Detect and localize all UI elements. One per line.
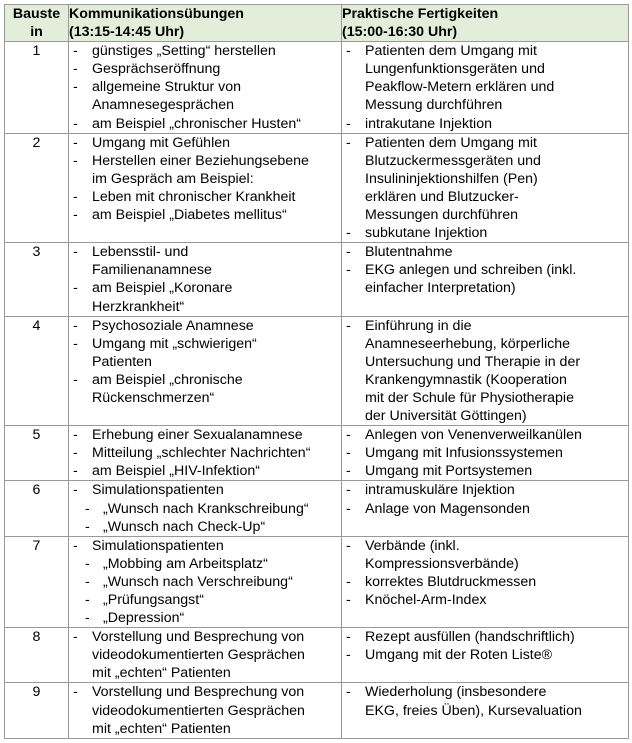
list-item: mit „echten“ Patienten xyxy=(92,720,231,737)
baustein-number: 3 xyxy=(5,243,69,316)
list-item: Anamnesegesprächen xyxy=(92,97,234,114)
kommunikation-cell xyxy=(69,536,342,627)
list-item: - Simulationspatienten xyxy=(73,481,341,499)
fertigkeiten-cell xyxy=(342,42,629,133)
list-item: - Anlegen von Venenverweilkanülen xyxy=(346,426,628,444)
header-fertigkeiten xyxy=(342,5,629,42)
list-item: Messung durchführen xyxy=(365,97,503,114)
list-item: - am Beispiel „Diabetes mellitus“ xyxy=(73,206,341,224)
list-item: - Rezept ausfüllen (handschriftlich) xyxy=(346,628,628,646)
list-item: - Lebensstil- und xyxy=(73,243,341,261)
kommunikation-list xyxy=(69,243,341,315)
list-item: - Wiederholung (insbesondere xyxy=(346,683,628,701)
header-row xyxy=(5,5,629,42)
baustein-number: 1 xyxy=(5,42,69,133)
table-row xyxy=(5,243,629,316)
list-item: EKG, freies Üben), Kursevaluation xyxy=(365,702,582,719)
kommunikation-cell xyxy=(69,481,342,536)
fertigkeiten-list xyxy=(342,243,628,297)
kommunikation-list xyxy=(69,628,341,682)
list-item: - Gesprächseröffnung xyxy=(73,60,341,78)
list-item: - Herstellen einer Beziehungsebene xyxy=(73,152,341,170)
list-item: - günstiges „Setting“ herstellen xyxy=(73,42,341,60)
fertigkeiten-list xyxy=(342,134,628,243)
kommunikation-cell xyxy=(69,133,342,243)
list-item: - intramuskuläre Injektion xyxy=(346,481,628,499)
header-fertigkeiten-line: Praktische Fertigkeiten xyxy=(342,6,499,22)
kommunikation-cell xyxy=(69,683,342,738)
header-kommunikation-line: Kommunikationsübungen xyxy=(69,6,244,22)
list-item: Peakflow-Metern erklären und xyxy=(365,79,555,96)
fertigkeiten-list xyxy=(342,481,628,517)
list-item: - „Mobbing am Arbeitsplatz“ xyxy=(73,555,341,573)
list-item: Blutzuckermessgeräten und xyxy=(365,152,541,169)
list-item: - Psychosoziale Anamnese xyxy=(73,317,341,335)
list-item: Untersuchung und Therapie in der xyxy=(365,353,581,370)
table-row xyxy=(5,481,629,536)
kommunikation-cell xyxy=(69,426,342,481)
list-item: Insulininjektionshilfen (Pen) xyxy=(365,170,538,187)
list-item: - allgemeine Struktur von xyxy=(73,78,341,96)
list-item: - Anlage von Magensonden xyxy=(346,500,628,518)
fertigkeiten-cell xyxy=(342,683,629,738)
list-item: - Mitteilung „schlechter Nachrichten“ xyxy=(73,444,341,462)
list-item: - Knöchel-Arm-Index xyxy=(346,591,628,609)
list-item: - „Depression“ xyxy=(73,609,341,627)
list-item: Kompressionsverbände) xyxy=(365,555,519,572)
fertigkeiten-list xyxy=(342,683,628,719)
list-item: - „Prüfungsangst“ xyxy=(73,591,341,609)
list-item: - Blutentnahme xyxy=(346,243,628,261)
list-item: - am Beispiel „HIV-Infektion“ xyxy=(73,462,341,480)
list-item: Messungen durchführen xyxy=(365,207,519,224)
header-fertigkeiten-line: (15:00-16:30 Uhr) xyxy=(342,24,458,41)
curriculum-table xyxy=(4,4,629,739)
baustein-number: 7 xyxy=(5,536,69,627)
list-item: im Gespräch am Beispiel: xyxy=(92,170,254,187)
fertigkeiten-cell xyxy=(342,628,629,683)
fertigkeiten-cell xyxy=(342,536,629,627)
list-item: Rückenschmerzen“ xyxy=(92,389,215,406)
fertigkeiten-cell xyxy=(342,316,629,426)
list-item: einfacher Interpretation) xyxy=(365,280,516,297)
fertigkeiten-cell xyxy=(342,481,629,536)
kommunikation-list xyxy=(69,683,341,737)
kommunikation-cell xyxy=(69,243,342,316)
header-kommunikation-line: (13:15-14:45 Uhr) xyxy=(69,24,185,41)
list-item: - „Wunsch nach Krankschreibung“ xyxy=(73,500,341,518)
kommunikation-list xyxy=(69,134,341,224)
fertigkeiten-list xyxy=(342,537,628,609)
table-row xyxy=(5,316,629,426)
kommunikation-cell xyxy=(69,316,342,426)
table-row xyxy=(5,133,629,243)
header-baustein-line: in xyxy=(30,24,43,41)
list-item: - Einführung in die xyxy=(346,317,628,335)
header-kommunikation xyxy=(69,5,342,42)
list-item: - intrakutane Injektion xyxy=(346,115,628,133)
list-item: - Umgang mit Portsystemen xyxy=(346,462,628,480)
fertigkeiten-cell xyxy=(342,426,629,481)
fertigkeiten-list xyxy=(342,426,628,480)
table-row xyxy=(5,426,629,481)
list-item: - Umgang mit der Roten Liste® xyxy=(346,646,628,664)
list-item: videodokumentierten Gesprächen xyxy=(92,702,305,719)
list-item: - am Beispiel „chronische xyxy=(73,371,341,389)
list-item: - Verbände (inkl. xyxy=(346,537,628,555)
list-item: Herzkrankheit“ xyxy=(92,298,185,315)
kommunikation-list xyxy=(69,537,341,627)
kommunikation-cell xyxy=(69,628,342,683)
list-item: - Patienten dem Umgang mit xyxy=(346,42,628,60)
table-row xyxy=(5,683,629,738)
list-item: - am Beispiel „Koronare xyxy=(73,279,341,297)
list-item: - Patienten dem Umgang mit xyxy=(346,134,628,152)
kommunikation-list xyxy=(69,426,341,480)
list-item: - Vorstellung und Besprechung von xyxy=(73,628,341,646)
list-item: mit der Schule für Physiotherapie xyxy=(365,389,574,406)
list-item: videodokumentierten Gesprächen xyxy=(92,647,305,664)
kommunikation-list xyxy=(69,42,341,132)
list-item: der Universität Göttingen) xyxy=(365,408,527,425)
list-item: Krankengymnastik (Kooperation xyxy=(365,371,567,388)
baustein-number: 9 xyxy=(5,683,69,738)
baustein-number: 4 xyxy=(5,316,69,426)
list-item: - subkutane Injektion xyxy=(346,224,628,242)
table-row xyxy=(5,628,629,683)
fertigkeiten-list xyxy=(342,628,628,664)
list-item: - „Wunsch nach Check-Up“ xyxy=(73,518,341,536)
list-item: Familienanamnese xyxy=(92,262,212,279)
list-item: - Umgang mit Infusionssystemen xyxy=(346,444,628,462)
list-item: Patienten xyxy=(92,353,152,370)
baustein-number: 2 xyxy=(5,133,69,243)
list-item: - Vorstellung und Besprechung von xyxy=(73,683,341,701)
table-row xyxy=(5,42,629,133)
list-item: - am Beispiel „chronischer Husten“ xyxy=(73,115,341,133)
header-baustein xyxy=(5,5,69,42)
fertigkeiten-list xyxy=(342,42,628,132)
kommunikation-cell xyxy=(69,42,342,133)
list-item: - Erhebung einer Sexualanamnese xyxy=(73,426,341,444)
list-item: - „Wunsch nach Verschreibung“ xyxy=(73,573,341,591)
list-item: - Umgang mit Gefühlen xyxy=(73,134,341,152)
baustein-number: 6 xyxy=(5,481,69,536)
kommunikation-list xyxy=(69,481,341,535)
fertigkeiten-list xyxy=(342,317,628,426)
fertigkeiten-cell xyxy=(342,243,629,316)
list-item: - Leben mit chronischer Krankheit xyxy=(73,188,341,206)
table-row xyxy=(5,536,629,627)
list-item: - EKG anlegen und schreiben (inkl. xyxy=(346,261,628,279)
list-item: Anamneseerhebung, körperliche xyxy=(365,335,571,352)
list-item: - Simulationspatienten xyxy=(73,537,341,555)
list-item: erklären und Blutzucker- xyxy=(365,188,519,205)
kommunikation-list xyxy=(69,317,341,407)
list-item: Lungenfunktionsgeräten und xyxy=(365,61,545,78)
baustein-number: 8 xyxy=(5,628,69,683)
list-item: mit „echten“ Patienten xyxy=(92,665,231,682)
fertigkeiten-cell xyxy=(342,133,629,243)
list-item: - korrektes Blutdruckmessen xyxy=(346,573,628,591)
header-baustein-line: Bauste xyxy=(12,6,61,22)
list-item: - Umgang mit „schwierigen“ xyxy=(73,335,341,353)
baustein-number: 5 xyxy=(5,426,69,481)
